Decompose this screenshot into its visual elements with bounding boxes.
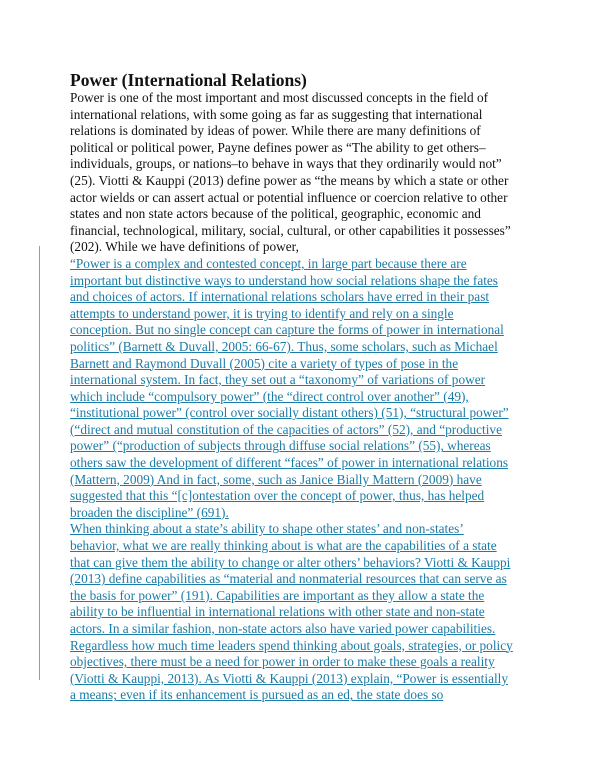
linked-text-line[interactable]: a means; even if its enhancement is pursued as an ed, the state does so (70, 687, 444, 703)
linked-text-line[interactable]: (Mattern, 2009) And in fact, some, such as Janice Bially Mattern (2009) have (70, 471, 482, 487)
linked-text-line[interactable]: attempts to understand power, it is trying to identify and rely on a single (70, 305, 454, 321)
linked-text-line[interactable]: international system. In fact, they set out a “taxonomy” of variations of power (70, 372, 486, 388)
linked-text-line[interactable]: important but distinctive ways to understand how social relations shape the fates (70, 272, 498, 288)
linked-text-line[interactable]: suggested that this “[c]ontestation over the concept of power, thus, has helped (70, 488, 485, 504)
linked-text-line[interactable]: that can give them the ability to change or alter others’ behaviors? Viotti & Kauppi (70, 554, 511, 570)
text-line: actor wields or can assert actual or potential influence or coercion relative to other (70, 189, 508, 205)
linked-text-line[interactable]: “Power is a complex and contested concept, in large part because there are (70, 255, 467, 271)
text-line: states and non state actors because of the political, geographic, economic and (70, 206, 481, 222)
document-title: Power (International Relations) (70, 70, 307, 90)
linked-text-line[interactable]: power” (“production of subjects through diffuse social relations” (55), whereas (70, 438, 491, 454)
text-line: (25). Viotti & Kauppi (2013) define power as “the means by which a state or other (70, 172, 509, 188)
text-line: financial, technological, military, social, cultural, or other capabilities it possesses” (70, 222, 511, 238)
linked-text-line[interactable]: broaden the discipline” (691). (70, 504, 229, 520)
linked-text-line[interactable]: (Viotti & Kauppi, 2013). As Viotti & Kauppi (2013) explain, “Power is essentially (70, 670, 509, 686)
linked-text-line[interactable]: ability to be influential in international relations with other state and non-state (70, 604, 485, 620)
linked-text-line[interactable]: Regardless how much time leaders spend thinking about goals, strategies, or policy (70, 637, 513, 653)
linked-text-line[interactable]: the basis for power” (191). Capabilities are important as they allow a state the (70, 587, 485, 603)
linked-text-line[interactable]: politics” (Barnett & Duvall, 2005: 66-67). Thus, some scholars, such as Michael (70, 338, 498, 354)
linked-text-line[interactable]: others saw the development of different “faces” of power in international relations (70, 455, 509, 471)
text-line: (202). While we have definitions of power, (70, 239, 299, 255)
linked-text-line[interactable]: behavior, what we are really thinking about is what are the capabilities of a state (70, 538, 497, 554)
linked-text-line[interactable]: When thinking about a state’s ability to shape other states’ and non-states’ (70, 521, 464, 537)
text-line: international relations, with some going as far as suggesting that international (70, 106, 483, 122)
linked-text-line[interactable]: which include “compulsory power” (the “direct control over another” (49), (70, 388, 469, 404)
margin-change-bar (39, 246, 40, 680)
linked-text-line[interactable]: conception. But no single concept can capture the forms of power in international (70, 322, 504, 338)
linked-text-line[interactable]: “institutional power” (control over socially distant others) (51), “structural power” (70, 405, 509, 421)
linked-text-line[interactable]: Barnett and Raymond Duvall (2005) cite a variety of types of pose in the (70, 355, 459, 371)
document-body (70, 90, 540, 704)
linked-text-line[interactable]: actors. In a similar fashion, non-state actors also have varied power capabilities. (70, 621, 496, 636)
linked-text-line[interactable]: and choices of actors. If international relations scholars have erred in their past (70, 289, 490, 305)
text-line: political or political power, Payne defines power as “The ability to get others– (70, 139, 486, 155)
linked-text-line[interactable]: (“direct and mutual constitution of the capacities of actors” (52), and “productive (70, 421, 502, 437)
linked-text-line[interactable]: (2013) define capabilities as “material and nonmaterial resources that can serve as (70, 571, 507, 587)
text-line: relations is dominated by ideas of power. While there are many definitions of (70, 123, 481, 139)
text-line: individuals, groups, or nations–to behave in ways that they ordinarily would not” (70, 156, 502, 172)
linked-text-line[interactable]: objectives, there must be a need for power in order to make these goals a reality (70, 654, 495, 670)
text-line: Power is one of the most important and most discussed concepts in the field of (70, 90, 489, 105)
